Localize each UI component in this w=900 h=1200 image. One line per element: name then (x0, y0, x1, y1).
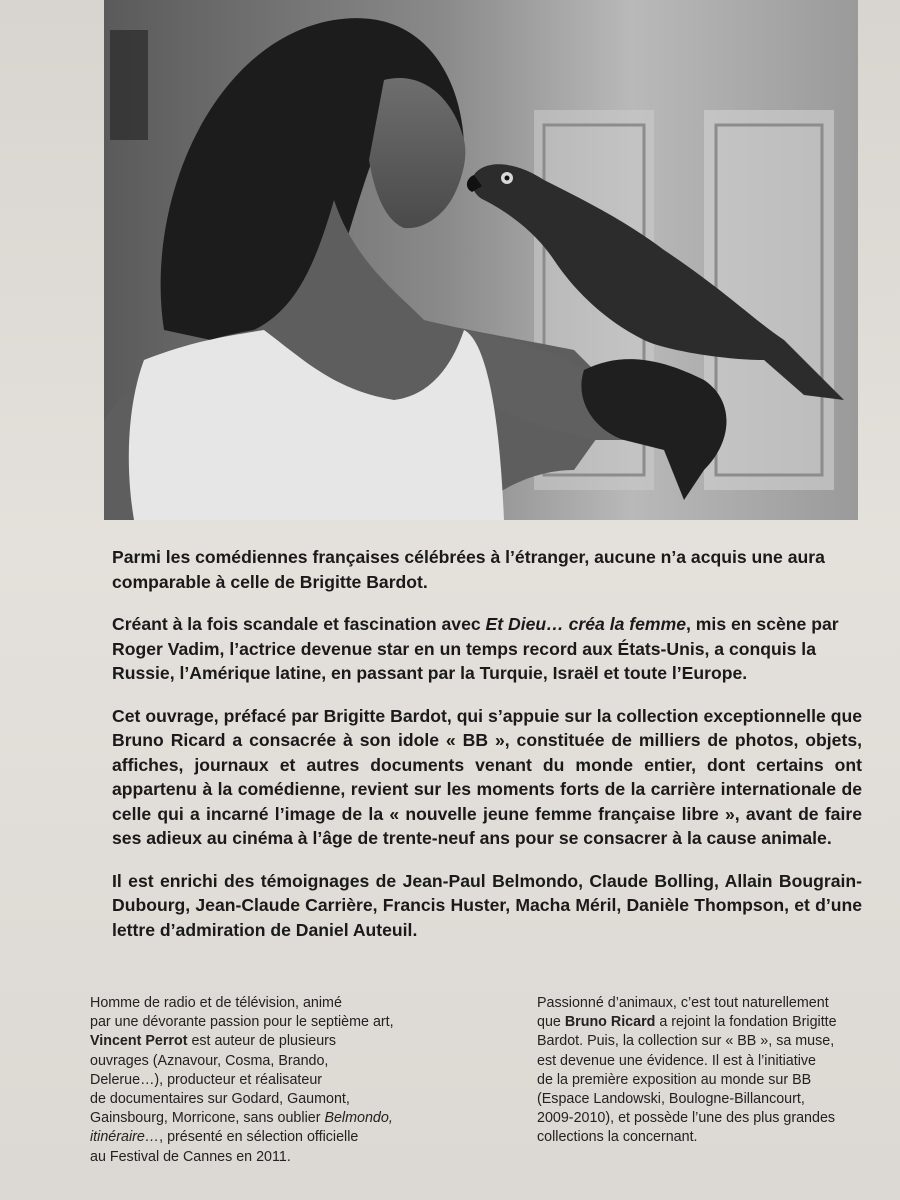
bio-line (537, 1013, 887, 1032)
bio-line (90, 1128, 450, 1147)
bio-text: Gainsbourg, Morricone, sans oublier (90, 1110, 325, 1127)
bio-line: de documentaires sur Godard, Gaumont, (90, 1091, 350, 1108)
author-bio-vincent-perrot (90, 994, 450, 1167)
bio-text: est auteur de plusieurs (187, 1033, 337, 1050)
testimonies-paragraph: Il est enrichi des témoignages de Jean-Paul Belmondo, Claude Bolling, Allain Bougrain-Dubourg, Jean-Claude Carrière, Francis Huster, Macha Méril, Danièle Thompson, et d’une lettre d’admiration de Daniel Auteuil. (112, 870, 862, 940)
bio-line (90, 1109, 450, 1128)
bio-line: (Espace Landowski, Boulogne-Billancourt, (537, 1091, 805, 1108)
bio-line: Homme de radio et de télévision, animé (90, 995, 342, 1011)
bio-line: est devenue une évidence. Il est à l’initiative (537, 1052, 816, 1069)
film-paragraph-start: Créant à la fois scandale et fascination avec (112, 614, 486, 634)
bio-line: Delerue…), producteur et réalisateur (90, 1071, 323, 1088)
main-description (112, 545, 862, 960)
film-title: Belmondo, (324, 1110, 393, 1127)
bio-line: 2009-2010), et possède l’une des plus grandes (537, 1110, 836, 1127)
photo-woman-kissing-parrot-icon (104, 0, 858, 520)
bio-line: Bardot. Puis, la collection sur « BB », sa muse, (537, 1033, 835, 1050)
film-title: itinéraire… (90, 1129, 160, 1146)
bio-line: par une dévorante passion pour le septième art, (90, 1014, 394, 1031)
film-title: Et Dieu… créa la femme (485, 614, 687, 634)
bio-text: , présenté en sélection officielle (159, 1129, 359, 1146)
author-name: Vincent Perrot (90, 1033, 188, 1050)
intro-paragraph: Parmi les comédiennes françaises célébrées à l’étranger, aucune n’a acquis une aura comparable à celle de Brigitte Bardot. (112, 547, 825, 592)
bio-line: ouvrages (Aznavour, Cosma, Brando, (90, 1052, 329, 1069)
bio-text: que (537, 1014, 565, 1031)
author-name: Bruno Ricard (564, 1014, 656, 1031)
cover-photo (104, 0, 858, 520)
film-paragraph (112, 612, 862, 686)
book-paragraph: Cet ouvrage, préfacé par Brigitte Bardot, qui s’appuie sur la collection exceptionnelle que Bruno Ricard a consacrée à son idole « BB », constituée de milliers de photos, objets, affiches, journaux et autres documents venant du monde entier, dont certains ont appartenu à la comédienne, revient sur les moments forts de la carrière internationale de celle qui a incarné l’image de la « nouvelle jeune femme française libre », avant de faire ses adieux au cinéma à l’âge de trente-neuf ans pour se consacrer à la cause animale. (112, 705, 862, 848)
bio-line: collections la concernant. (537, 1129, 698, 1146)
bio-line (90, 1032, 450, 1051)
film-paragraph-end: , mis en scène par Roger Vadim, l’actrice devenue star en un temps record aux États-Unis, a conquis la Russie, l’Amérique latine, en passant par la Turquie, Israël et toute l’Europe. (112, 614, 839, 683)
bio-line: au Festival de Cannes en 2011. (90, 1148, 291, 1165)
author-bio-bruno-ricard (537, 994, 887, 1148)
bio-line: de la première exposition au monde sur BB (537, 1071, 812, 1088)
bio-line: Passionné d’animaux, c’est tout naturellement (537, 995, 829, 1011)
bio-text: a rejoint la fondation Brigitte (655, 1014, 837, 1031)
